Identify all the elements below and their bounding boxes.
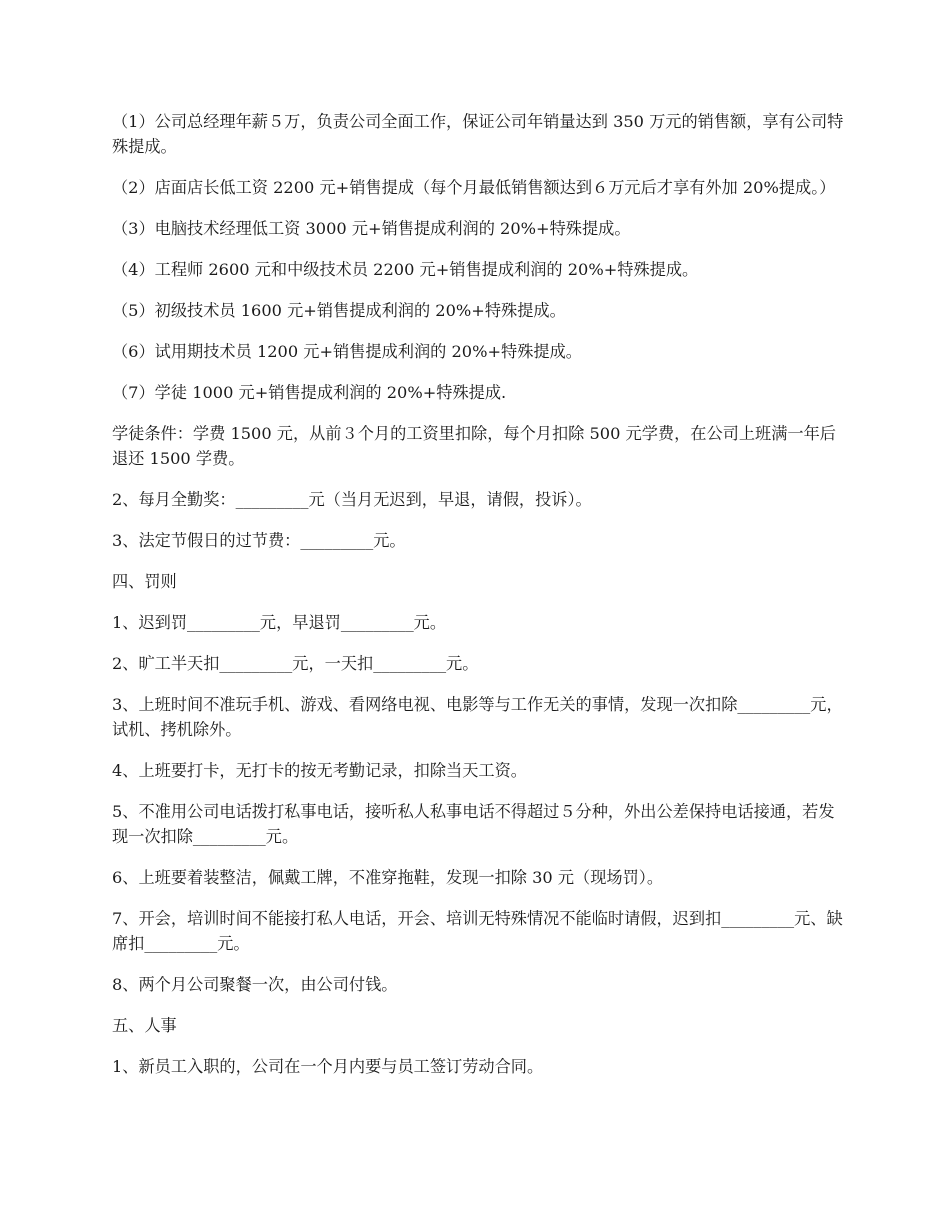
penalty-item-dress-code: 6、上班要着装整洁，佩戴工牌，不准穿拖鞋，发现一扣除 30 元（现场罚）。 <box>112 868 664 887</box>
section-heading-penalties: 四、罚则 <box>112 572 177 591</box>
penalty-item-meetings: 7、开会，培训时间不能接打私人电话，开会、培训无特殊情况不能临时请假，迟到扣_________元、缺席扣_________元。 <box>112 909 843 953</box>
salary-item-store-manager: （2）店面店长低工资 2200 元+销售提成（每个月最低销售额达到６万元后才享有外加 20%提成。） <box>112 178 836 197</box>
penalty-item-company-phone: 5、不准用公司电话拨打私事电话，接听私人私事电话不得超过５分种，外出公差保持电话接通，若发现一次扣除_________元。 <box>112 802 835 846</box>
salary-item-engineer: （4）工程师 2600 元和中级技术员 2200 元+销售提成利润的 20%+特殊提成。 <box>112 260 699 279</box>
attendance-bonus: 2、每月全勤奖：_________元（当月无迟到，早退，请假，投诉）。 <box>112 490 592 509</box>
salary-item-junior-tech: （5）初级技术员 1600 元+销售提成利润的 20%+特殊提成。 <box>112 301 566 320</box>
section-heading-personnel: 五、人事 <box>112 1016 177 1035</box>
penalty-item-absence: 2、旷工半天扣_________元，一天扣_________元。 <box>112 654 479 673</box>
salary-item-probation-tech: （6）试用期技术员 1200 元+销售提成利润的 20%+特殊提成。 <box>112 342 582 361</box>
salary-item-general-manager: （1）公司总经理年薪５万，负责公司全面工作，保证公司年销量达到 350 万元的销售额，享有公司特殊提成。 <box>112 112 844 156</box>
personnel-item-contract: 1、新员工入职的，公司在一个月内要与员工签订劳动合同。 <box>112 1057 544 1076</box>
penalty-item-phone-games: 3、上班时间不准玩手机、游戏、看网络电视、电影等与工作无关的事情，发现一次扣除_________元，试机、拷机除外。 <box>112 695 843 739</box>
salary-item-apprentice: （7）学徒 1000 元+销售提成利润的 20%+特殊提成. <box>112 383 507 402</box>
salary-item-tech-manager: （3）电脑技术经理低工资 3000 元+销售提成利润的 20%+特殊提成。 <box>112 219 631 238</box>
penalty-item-clock-in: 4、上班要打卡，无打卡的按无考勤记录，扣除当天工资。 <box>112 761 527 780</box>
apprentice-conditions: 学徒条件：学费 1500 元，从前３个月的工资里扣除，每个月扣除 500 元学费，在公司上班满一年后退还 1500 学费。 <box>112 424 836 468</box>
rule-item-company-dinner: 8、两个月公司聚餐一次，由公司付钱。 <box>112 975 398 994</box>
holiday-allowance: 3、法定节假日的过节费：_________元。 <box>112 531 406 550</box>
penalty-item-late: 1、迟到罚_________元，早退罚_________元。 <box>112 613 447 632</box>
document-body <box>112 109 844 1095</box>
